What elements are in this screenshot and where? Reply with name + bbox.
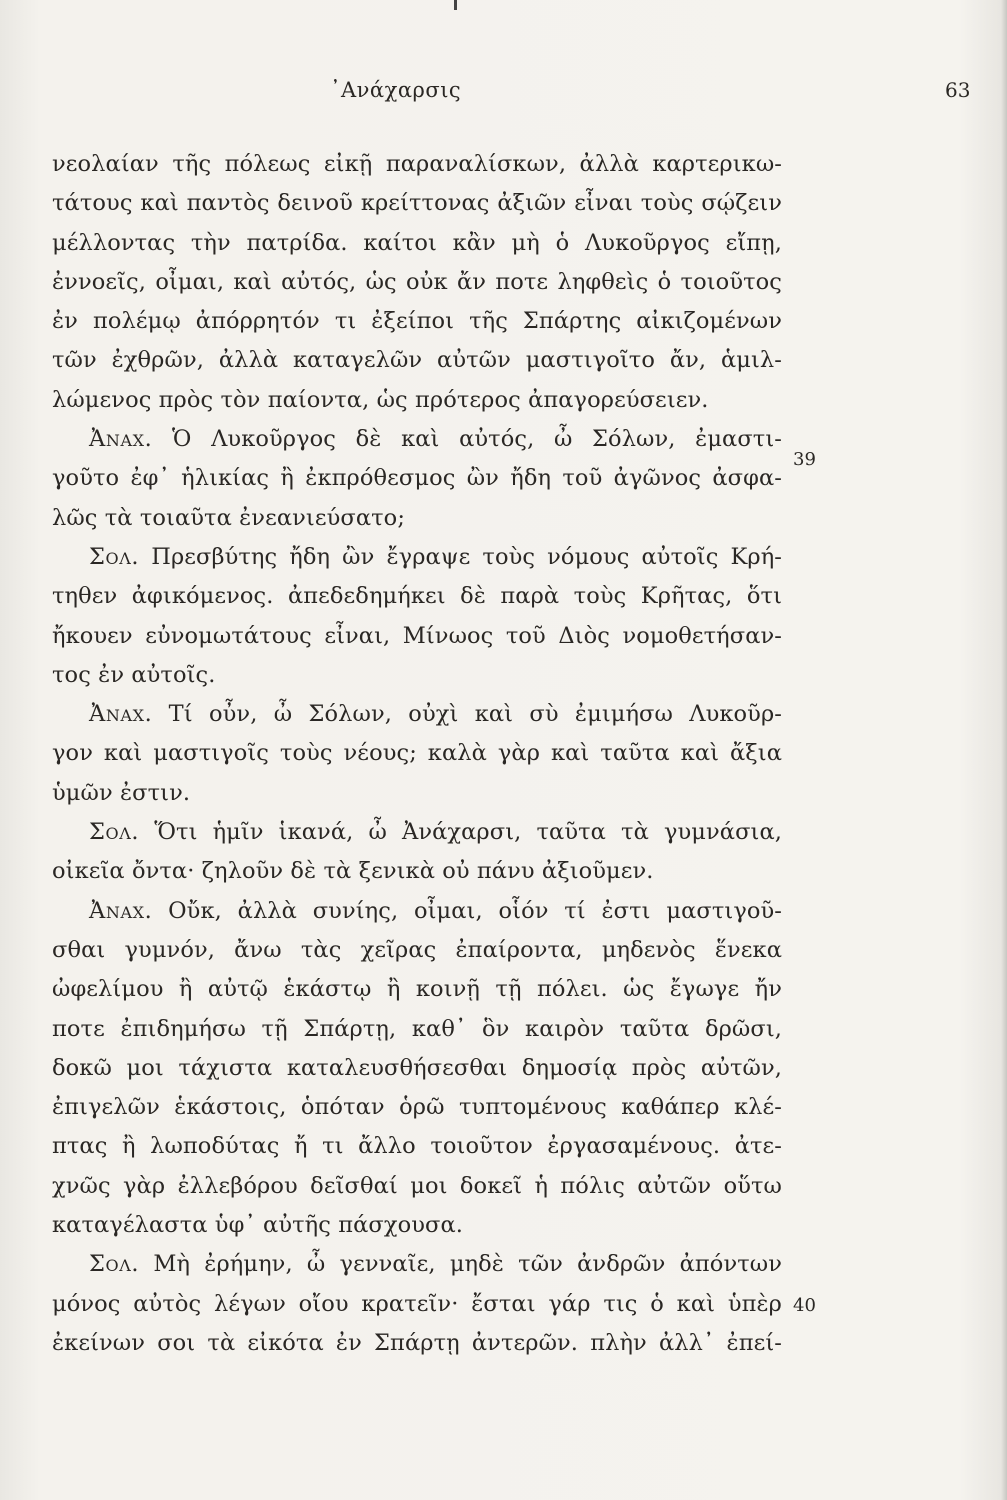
text-line: δοκῶ μοι τάχιστα καταλευσθήσεσθαι δημοσίᾳ πρὸς αὐτῶν, bbox=[52, 1054, 782, 1081]
text-line: ὑμῶν ἐστιν. bbox=[52, 779, 191, 806]
page-edge bbox=[1001, 0, 1007, 1500]
text-line: λῶς τὰ τοιαῦτα ἐνεανιεύσατο; bbox=[52, 504, 405, 531]
text-line: ποτε ἐπιδημήσω τῇ Σπάρτῃ, καθ᾽ ὃν καιρὸν ταῦτα δρῶσι, bbox=[52, 1015, 782, 1042]
text-line: ἐννοεῖς, οἶμαι, καὶ αὐτός, ὡς οὐκ ἄν ποτε ληφθεὶς ὁ τοιοῦτος bbox=[52, 268, 782, 295]
text-line: τηθεν ἀφικόμενος. ἀπεδεδημήκει δὲ παρὰ τοὺς Κρῆτας, ὅτι bbox=[52, 583, 782, 610]
text-line: ἤκουεν εὐνομωτάτους εἶναι, Μίνωος τοῦ Διὸς νομοθετήσαν- bbox=[52, 622, 782, 649]
text-line: νεολαίαν τῆς πόλεως εἰκῇ παραναλίσκων, ἀλλὰ καρτερικω- bbox=[52, 151, 782, 177]
text-line: γοῦτο ἐφ᾽ ἡλικίας ἢ ἐκπρόθεσμος ὢν ἤδη τοῦ ἀγῶνος ἀσφα- bbox=[52, 465, 782, 492]
dialogue-line: Σολ. Ὅτι ἡμῖν ἱκανά, ὦ Ἀνάχαρσι, ταῦτα τὰ γυμνάσια, bbox=[89, 819, 782, 846]
dialogue-line: Ἀναχ. Ὁ Λυκοῦργος δὲ καὶ αὐτός, ὦ Σόλων, ἐμαστι- bbox=[89, 426, 782, 453]
text-line: καταγέλαστα ὑφ᾽ αὐτῆς πάσχουσα. bbox=[52, 1212, 464, 1239]
text-line: ἐν πολέμῳ ἀπόρρητόν τι ἐξείποι τῆς Σπάρτης αἰκιζομένων bbox=[52, 308, 782, 335]
text-line: σθαι γυμνόν, ἄνω τὰς χεῖρας ἐπαίροντα, μηδενὸς ἕνεκα bbox=[52, 936, 782, 963]
speaker-label: Ἀναχ. bbox=[89, 426, 153, 453]
dialogue-line: Σολ. Πρεσβύτης ἤδη ὢν ἔγραψε τοὺς νόμους αὐτοῖς Κρή- bbox=[89, 543, 782, 570]
dialogue-line: Ἀναχ. Τί οὖν, ὦ Σόλων, οὐχὶ καὶ σὺ ἐμιμήσω Λυκοῦρ- bbox=[89, 701, 782, 728]
speaker-label: Σολ. bbox=[89, 543, 140, 570]
margin-section-number: 39 bbox=[793, 449, 816, 470]
text-line: τῶν ἐχθρῶν, ἀλλὰ καταγελῶν αὐτῶν μαστιγοῖτο ἄν, ἁμιλ- bbox=[52, 347, 782, 374]
dialogue-line: Ἀναχ. Οὔκ, ἀλλὰ συνίης, οἶμαι, οἷόν τί ἐστι μαστιγοῦ- bbox=[89, 897, 782, 924]
print-mark bbox=[454, 0, 457, 10]
text-line: ἐκείνων σοι τὰ εἰκότα ἐν Σπάρτῃ ἀντερῶν. πλὴν ἀλλ᾽ ἐπεί- bbox=[52, 1329, 782, 1356]
speaker-label: Ἀναχ. bbox=[89, 897, 153, 924]
text-line: γον καὶ μαστιγοῖς τοὺς νέους; καλὰ γὰρ καὶ ταῦτα καὶ ἄξια bbox=[52, 740, 782, 767]
margin-section-number: 40 bbox=[793, 1295, 816, 1316]
text-line: μέλλοντας τὴν πατρίδα. καίτοι κἂν μὴ ὁ Λυκοῦργος εἴπῃ, bbox=[52, 229, 782, 256]
text-line: ὠφελίμου ἢ αὐτῷ ἑκάστῳ ἢ κοινῇ τῇ πόλει. ὡς ἔγωγε ἤν bbox=[52, 976, 782, 1003]
text-line: λώμενος πρὸς τὸν παίοντα, ὡς πρότερος ἀπαγορεύσειεν. bbox=[52, 386, 709, 413]
speaker-label: Σολ. bbox=[89, 1251, 140, 1278]
text-line: χνῶς γὰρ ἐλλεβόρου δεῖσθαί μοι δοκεῖ ἡ πόλις αὐτῶν οὕτω bbox=[52, 1172, 782, 1199]
speaker-label: Ἀναχ. bbox=[89, 701, 153, 728]
dialogue-line: Σολ. Μὴ ἐρήμην, ὦ γενναῖε, μηδὲ τῶν ἀνδρῶν ἀπόντων bbox=[89, 1251, 782, 1278]
text-line: μόνος αὐτὸς λέγων οἴου κρατεῖν· ἔσται γάρ τις ὁ καὶ ὑπὲρ bbox=[52, 1290, 782, 1317]
text-line: τάτους καὶ παντὸς δεινοῦ κρείττονας ἀξιῶν εἶναι τοὺς σῴζειν bbox=[52, 190, 782, 217]
text-line: ἐπιγελῶν ἑκάστοις, ὁπόταν ὁρῶ τυπτομένους καθάπερ κλέ- bbox=[52, 1094, 782, 1121]
text-line: πτας ἢ λωποδύτας ἤ τι ἄλλο τοιοῦτον ἐργασαμένους. ἀτε- bbox=[52, 1133, 782, 1160]
body-text bbox=[52, 145, 782, 1363]
running-head: ᾽Ανάχαρσις bbox=[330, 78, 462, 102]
page-number: 63 bbox=[945, 78, 971, 102]
text-line: οἰκεῖα ὄντα· ζηλοῦν δὲ τὰ ξενικὰ οὐ πάνυ ἀξιοῦμεν. bbox=[52, 858, 654, 885]
text-line: τος ἐν αὐτοῖς. bbox=[52, 661, 216, 688]
speaker-label: Σολ. bbox=[89, 819, 140, 846]
